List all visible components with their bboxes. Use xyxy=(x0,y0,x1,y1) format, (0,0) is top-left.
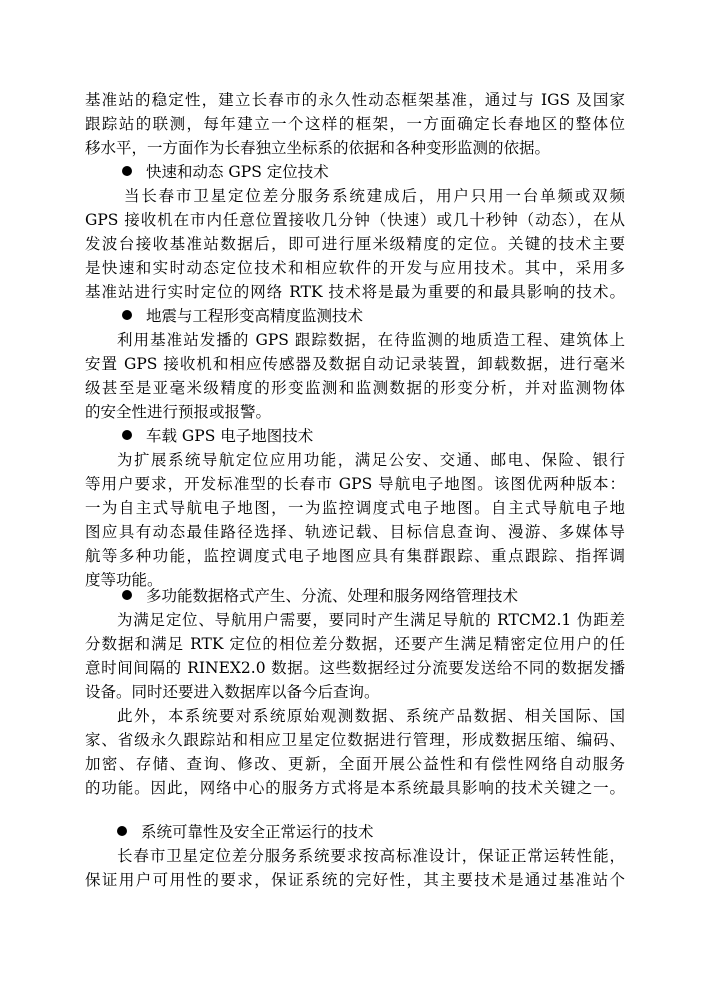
paragraph-line: 此外，本系统要对系统原始观测数据、系统产品数据、相关国际、国 xyxy=(117,707,625,725)
section-heading-deformation xyxy=(122,304,363,328)
bullet-icon xyxy=(122,590,132,600)
paragraph-line: 为扩展系统导航定位应用功能，满足公安、交通、邮电、保险、银行 xyxy=(117,451,625,469)
paragraph-line: 的安全性进行预报或报警。 xyxy=(85,403,272,421)
paragraph-line: 跟踪站的联测，每年建立一个这样的框架，一方面确定长春地区的整体位 xyxy=(85,115,625,133)
section-heading-fast-gps xyxy=(122,160,329,184)
paragraph-line: 等用户要求，开发标准型的长春市 GPS 导航电子地图。该图优两种版本： xyxy=(85,475,625,493)
bullet-icon xyxy=(122,430,132,440)
bullet-icon xyxy=(122,310,132,320)
paragraph-line: 基准站的稳定性，建立长春市的永久性动态框架基准，通过与 IGS 及国家 xyxy=(85,91,625,109)
paragraph-line: 为满足定位、导航用户需要，要同时产生满足导航的 RTCM2.1 伪距差 xyxy=(117,611,625,629)
paragraph-line: 移水平，一方面作为长春独立坐标系的依据和各种变形监测的依据。 xyxy=(85,139,551,157)
heading-text: 系统可靠性及安全正常运行的技术 xyxy=(141,823,374,841)
section-heading-vehicle-map xyxy=(122,424,313,448)
paragraph-line: 的功能。因此，网络中心的服务方式将是本系统最具影响的技术关键之一。 xyxy=(85,779,625,797)
paragraph-line: 分数据和满足 RTK 定位的相位差分数据，还要产生满足精密定位用户的任 xyxy=(85,635,625,653)
paragraph-line: 是快速和实时动态定位技术和相应软件的开发与应用技术。其中，采用多 xyxy=(85,259,625,277)
bullet-icon xyxy=(122,166,132,176)
bullet-icon xyxy=(117,826,127,836)
section-heading-data-format xyxy=(122,584,518,608)
paragraph-line: 加密、存储、查询、修改、更新，全面开展公益性和有偿性网络自动服务 xyxy=(85,755,625,773)
paragraph-line: 长春市卫星定位差分服务系统要求按高标准设计，保证正常运转性能， xyxy=(117,847,625,865)
heading-text: 车载 GPS 电子地图技术 xyxy=(146,427,314,445)
heading-text: 快速和动态 GPS 定位技术 xyxy=(146,163,329,181)
paragraph-line: 度等功能。 xyxy=(85,571,163,589)
heading-text: 地震与工程形变高精度监测技术 xyxy=(146,307,364,325)
paragraph-line: GPS 接收机在市内任意位置接收几分钟（快速）或几十秒钟（动态），在从 xyxy=(85,211,625,229)
paragraph-line: 航等多种功能，监控调度式电子地图应具有集群跟踪、重点跟踪、指挥调 xyxy=(85,547,625,565)
section-heading-reliability xyxy=(117,820,374,844)
paragraph-line: 设备。同时还要进入数据库以备今后查询。 xyxy=(85,683,380,701)
paragraph-line: 意时间间隔的 RINEX2.0 数据。这些数据经过分流要发送给不同的数据发播 xyxy=(85,659,625,677)
paragraph-line: 安置 GPS 接收机和相应传感器及数据自动记录装置，卸载数据，进行毫米 xyxy=(85,355,625,373)
heading-text: 多功能数据格式产生、分流、处理和服务网络管理技术 xyxy=(146,587,519,605)
paragraph-line: 级甚至是亚毫米级精度的形变监测和监测数据的形变分析，并对监测物体 xyxy=(85,379,625,397)
paragraph-line: 发波台接收基准站数据后，即可进行厘米级精度的定位。关键的技术主要 xyxy=(85,235,625,253)
paragraph-line: 一为自主式导航电子地图，一为监控调度式电子地图。自主式导航电子地 xyxy=(85,499,625,517)
paragraph-line: 图应具有动态最佳路径选择、轨迹记载、目标信息查询、漫游、多媒体导 xyxy=(85,523,625,541)
paragraph-line: 家、省级永久跟踪站和相应卫星定位数据进行管理，形成数据压缩、编码、 xyxy=(85,731,625,749)
paragraph-line: 基准站进行实时定位的网络 RTK 技术将是最为重要的和最具影响的技术。 xyxy=(85,283,625,301)
paragraph-line: 保证用户可用性的要求，保证系统的完好性，其主要技术是通过基准站个 xyxy=(85,871,625,889)
paragraph-line: 当长春市卫星定位差分服务系统建成后，用户只用一台单频或双频 xyxy=(124,187,625,205)
paragraph-line: 利用基准站发播的 GPS 跟踪数据，在待监测的地质造工程、建筑体上 xyxy=(117,331,625,349)
